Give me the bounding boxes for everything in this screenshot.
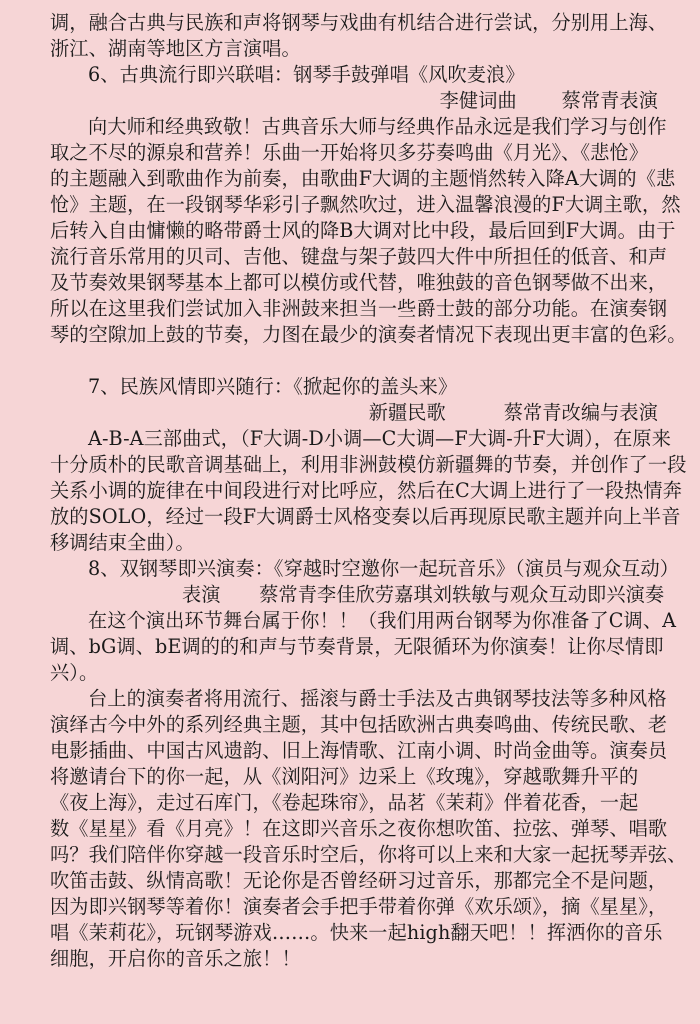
text-line: 的主题融入到歌曲作为前奏，由歌曲F大调的主题悄然转入降A大调的《悲 [50, 167, 676, 190]
text-line: 琴的空隙加上鼓的节奏，力图在最少的演奏者情况下表现出更丰富的色彩。 [50, 323, 687, 346]
text-line: 移调结束全曲）。 [50, 531, 195, 554]
text-line: 《夜上海》，走过石库门，《卷起珠帘》，品茗《茉莉》伴着花香，一起 [50, 791, 639, 814]
text-line: 细胞，开启你的音乐之旅！！ [50, 947, 301, 970]
text-line: 后转入自由慵懒的略带爵士风的降B大调对比中段，最后回到F大调。由于 [50, 219, 676, 242]
text-line: 吹笛击鼓、纵情高歌！无论你是否曾经研习过音乐，那都完全不是问题， [50, 869, 668, 892]
text-line: 因为即兴钢琴等着你！演奏者会手把手带着你弹《欢乐颂》，摘《星星》， [50, 895, 668, 918]
text-line: 向大师和经典致敬！古典音乐大师与经典作品永远是我们学习与创作 [88, 115, 667, 138]
text-line: 调，融合古典与民族和声将钢琴与戏曲有机结合进行尝试，分别用上海、 [50, 11, 668, 34]
text-line: 台上的演奏者将用流行、摇滚与爵士手法及古典钢琴技法等多种风格 [88, 687, 667, 710]
text-line: 十分质朴的民歌音调基础上，利用非洲鼓模仿新疆舞的节奏，并创作了一段 [50, 453, 687, 476]
text-line: 演绎古今中外的系列经典主题，其中包括欧洲古典奏鸣曲、传统民歌、老 [50, 713, 668, 736]
text-line: 放的SOLO，经过一段F大调爵士风格变奏以后再现原民歌主题并向上半音 [50, 505, 681, 528]
text-line: 调、bG调、bE调的的和声与节奏背景，无限循环为你演奏！让你尽情即 [50, 635, 664, 658]
text-line: 7、民族风情即兴随行：《掀起你的盖头来》 [88, 375, 458, 398]
text-line: 取之不尽的源泉和营养！乐曲一开始将贝多芬奏鸣曲《月光》、《悲怆》 [50, 141, 648, 164]
text-line: 电影插曲、中国古风遗韵、旧上海情歌、江南小调、时尚金曲等。演奏员 [50, 739, 668, 762]
text-line: 李健词曲 蔡常青表演 [439, 89, 658, 112]
text-line: 数《星星》看《月亮》！在这即兴音乐之夜你想吹笛、拉弦、弹琴、唱歌 [50, 817, 668, 840]
text-line: 将邀请台下的你一起，从《浏阳河》边采上《玫瑰》，穿越歌舞升平的 [50, 765, 639, 788]
text-line: 6、古典流行即兴联唱：钢琴手鼓弹唱《风吹麦浪》 [88, 63, 525, 86]
text-line: 怆》主题，在一段钢琴华彩引子飘然吹过，进入温馨浪漫的F大调主歌，然 [50, 193, 681, 216]
text-line: 表演 蔡常青李佳欣劳嘉琪刘轶敏与观众互动即兴演奏 [182, 583, 665, 606]
text-line: 浙江、湖南等地区方言演唱。 [50, 37, 301, 60]
text-line: A-B-A三部曲式，（F大调-D小调—C大调—F大调-升F大调），在原来 [88, 427, 672, 450]
text-line: 8、双钢琴即兴演奏：《穿越时空邀你一起玩音乐》（演员与观众互动） [88, 557, 680, 580]
paragraph-gap [50, 348, 664, 374]
text-line: 关系小调的旋律在中间段进行对比呼应，然后在C大调上进行了一段热情奔 [50, 479, 682, 502]
text-line: 流行音乐常用的贝司、吉他、键盘与架子鼓四大件中所担任的低音、和声 [50, 245, 668, 268]
text-line: 兴）。 [50, 661, 99, 684]
text-line: 在这个演出环节舞台属于你！！（我们用两台钢琴为你准备了C调、A [88, 609, 677, 632]
text-line: 唱《茉莉花》，玩钢琴游戏……。快来一起high翻天吧！！挥洒你的音乐 [50, 921, 663, 944]
text-line: 新疆民歌 蔡常青改编与表演 [368, 401, 658, 424]
text-line: 及节奏效果钢琴基本上都可以模仿或代替，唯独鼓的音色钢琴做不出来， [50, 271, 668, 294]
text-line: 所以在这里我们尝试加入非洲鼓来担当一些爵士鼓的部分功能。在演奏钢 [50, 297, 668, 320]
text-line: 吗？我们陪伴你穿越一段音乐时空后，你将可以上来和大家一起抚琴弄弦、 [50, 843, 687, 866]
